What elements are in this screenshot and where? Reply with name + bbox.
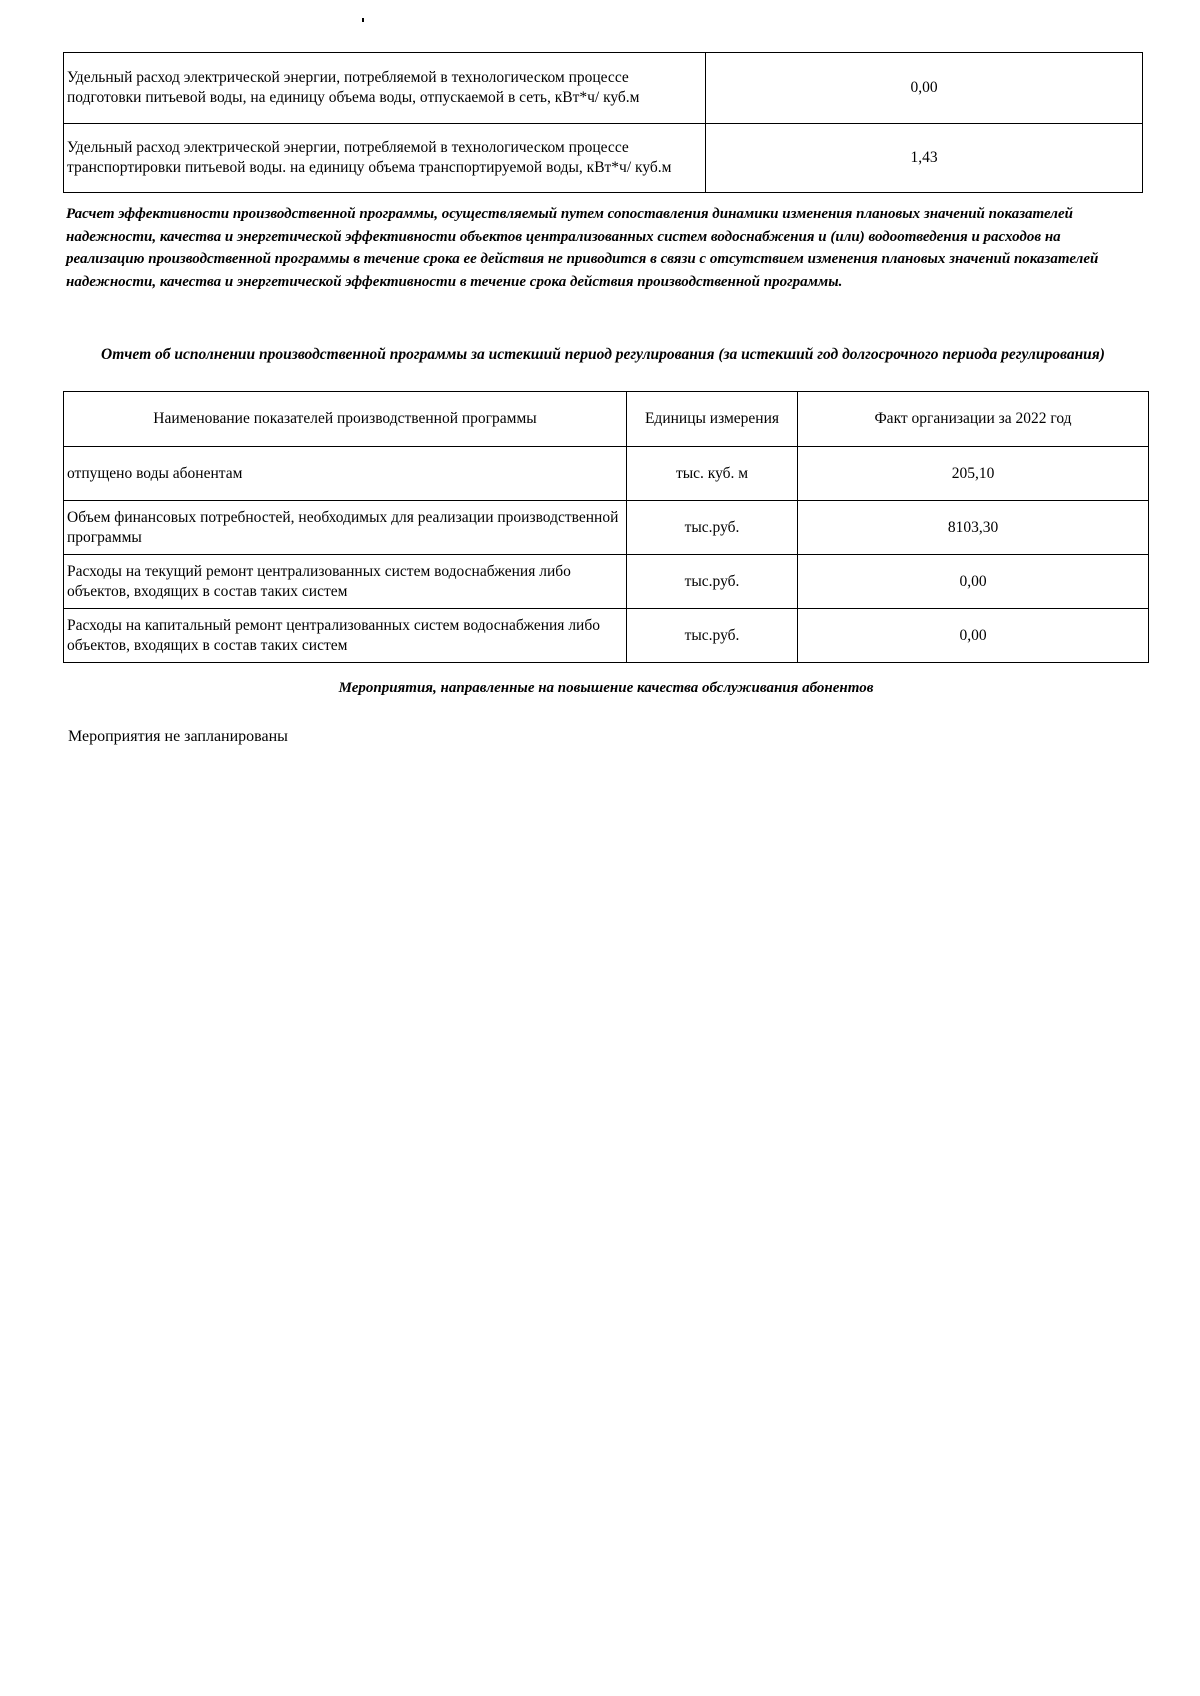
indicator-unit: тыс.руб.	[627, 555, 798, 609]
indicator-value: 205,10	[798, 447, 1149, 501]
indicator-value: 8103,30	[798, 501, 1149, 555]
table-row	[64, 124, 1143, 193]
energy-row-value: 1,43	[706, 124, 1143, 193]
measures-title: Мероприятия, направленные на повышение качества обслуживания абонентов	[338, 680, 874, 696]
indicator-name: Расходы на капитальный ремонт централизованных систем водоснабжения либо объектов, входящих в состав таких систем	[64, 609, 627, 663]
energy-row-label: Удельный расход электрической энергии, потребляемой в технологическом процессе транспортировки питьевой воды. на единицу объема транспортируемой воды, кВт*ч/ куб.м	[64, 124, 706, 193]
indicator-value: 0,00	[798, 609, 1149, 663]
header-unit: Единицы измерения	[627, 392, 798, 447]
energy-row-value: 0,00	[706, 53, 1143, 124]
table-row	[64, 609, 1149, 663]
indicator-name: отпущено воды абонентам	[64, 447, 627, 501]
indicator-unit: тыс.руб.	[627, 501, 798, 555]
table-row	[64, 53, 1143, 124]
indicator-value: 0,00	[798, 555, 1149, 609]
report-table	[63, 391, 1149, 663]
indicator-name: Расходы на текущий ремонт централизованных систем водоснабжения либо объектов, входящих в состав таких систем	[64, 555, 627, 609]
measures-text: Мероприятия не запланированы	[68, 728, 288, 745]
table-row	[64, 555, 1149, 609]
header-fact: Факт организации за 2022 год	[798, 392, 1149, 447]
indicator-unit: тыс. куб. м	[627, 447, 798, 501]
scan-speck	[362, 18, 364, 22]
indicator-name: Объем финансовых потребностей, необходимых для реализации производственной программы	[64, 501, 627, 555]
energy-row-label: Удельный расход электрической энергии, потребляемой в технологическом процессе подготовки питьевой воды, на единицу объема воды, отпускаемой в сеть, кВт*ч/ куб.м	[64, 53, 706, 124]
energy-consumption-table	[63, 52, 1143, 193]
header-indicator-name: Наименование показателей производственной программы	[64, 392, 627, 447]
efficiency-note: Расчет эффективности производственной программы, осуществляемый путем сопоставления динамики изменения плановых значений показателей надежности, качества и энергетической эффективности объектов централизованных систем водоснабжения и (или) водоотведения и расходов на реализацию производственной программы в течение срока ее действия не приводится в связи с отсутствием изменения плановых значений показателей надежности, качества и энергетической эффективности в течение срока действия производственной программы.	[66, 206, 1099, 290]
table-row	[64, 501, 1149, 555]
table-header-row	[64, 392, 1149, 447]
table-row	[64, 447, 1149, 501]
report-title: Отчет об исполнении производственной программы за истекший период регулирования (за истекший год долгосрочного периода регулирования)	[101, 346, 1105, 363]
indicator-unit: тыс.руб.	[627, 609, 798, 663]
